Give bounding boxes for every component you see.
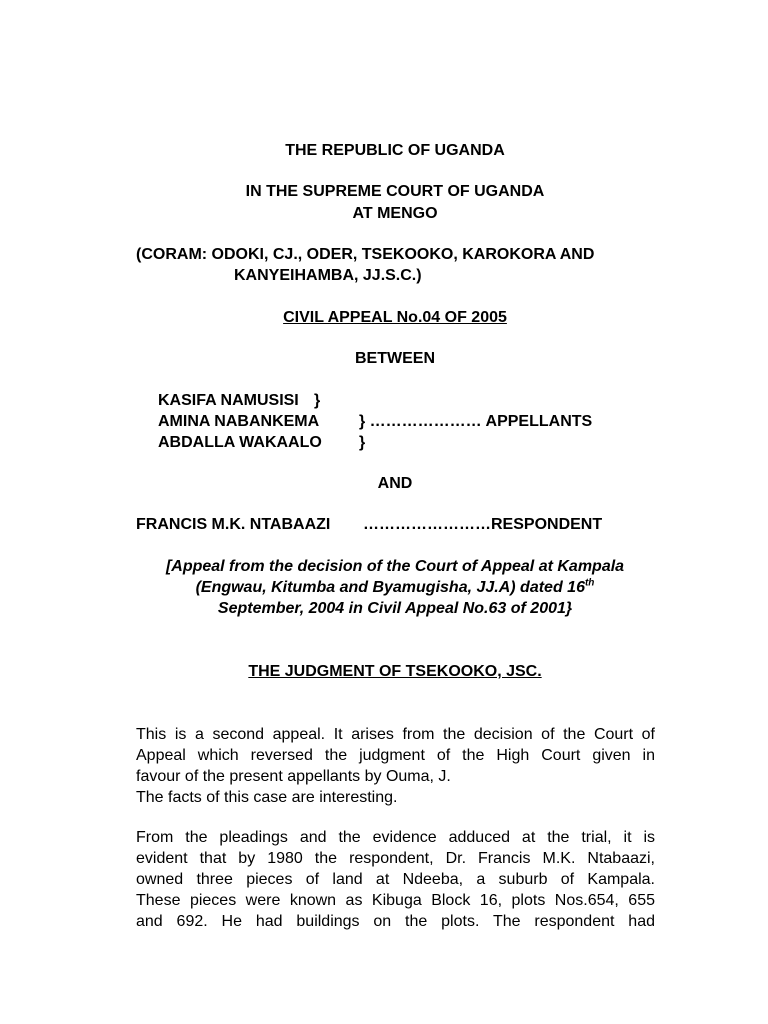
republic-heading: THE REPUBLIC OF UGANDA — [285, 142, 505, 159]
paragraph-2 — [136, 827, 655, 932]
paragraph-1-line-1: This is a second appeal. It arises from the decision of the Court of — [136, 726, 655, 743]
appellant-bracket-1: } — [314, 392, 321, 409]
appeal-note-line-3: September, 2004 in Civil Appeal No.63 of 2001} — [217, 600, 573, 617]
respondent-role: ……………………RESPONDENT — [363, 516, 603, 533]
respondent-name: FRANCIS M.K. NTABAAZI — [136, 516, 331, 533]
appellant-bracket-2: } ………………… APPELLANTS — [359, 413, 593, 430]
between-label: BETWEEN — [355, 350, 435, 367]
appellant-name-2: AMINA NABANKEMA — [158, 413, 320, 430]
appeal-note-line-1: [Appeal from the decision of the Court of Appeal at Kampala — [165, 558, 625, 575]
paragraph-2-line-4: These pieces were known as Kibuga Block 16, plots Nos.654, 655 — [136, 892, 655, 909]
paragraph-2-line-1: From the pleadings and the evidence adduced at the trial, it is — [136, 829, 655, 846]
court-location: AT MENGO — [352, 205, 438, 222]
paragraph-1 — [136, 724, 655, 808]
judgment-title: THE JUDGMENT OF TSEKOOKO, JSC. — [248, 663, 542, 680]
paragraph-1-line-3: favour of the present appellants by Ouma, J. — [136, 768, 451, 785]
paragraph-2-line-5: and 692. He had buildings on the plots. The respondent had — [136, 913, 655, 930]
appellant-name-3: ABDALLA WAKAALO — [158, 434, 322, 451]
appeal-note-superscript: th — [584, 577, 595, 589]
court-heading: IN THE SUPREME COURT OF UGANDA — [245, 183, 545, 200]
and-label: AND — [377, 475, 413, 492]
appellant-bracket-3: } — [359, 434, 366, 451]
paragraph-2-line-3: owned three pieces of land at Ndeeba, a suburb of Kampala. — [136, 871, 655, 888]
paragraph-2-line-2: evident that by 1980 the respondent, Dr. Francis M.K. Ntabaazi, — [136, 850, 655, 867]
paragraph-1-line-2: Appeal which reversed the judgment of the High Court given in — [136, 747, 655, 764]
appeal-note-line-2-text: (Engwau, Kitumba and Byamugisha, JJ.A) dated 16 — [195, 579, 585, 596]
paragraph-1-line-4: The facts of this case are interesting. — [136, 789, 398, 806]
appellant-name-1: KASIFA NAMUSISI — [158, 392, 299, 409]
coram-line-2: KANYEIHAMBA, JJ.S.C.) — [234, 267, 422, 284]
case-number: CIVIL APPEAL No.04 OF 2005 — [283, 309, 507, 326]
coram-line-1: (CORAM: ODOKI, CJ., ODER, TSEKOOKO, KAROKORA AND — [136, 246, 595, 263]
appeal-note-line-2 — [0, 578, 768, 598]
